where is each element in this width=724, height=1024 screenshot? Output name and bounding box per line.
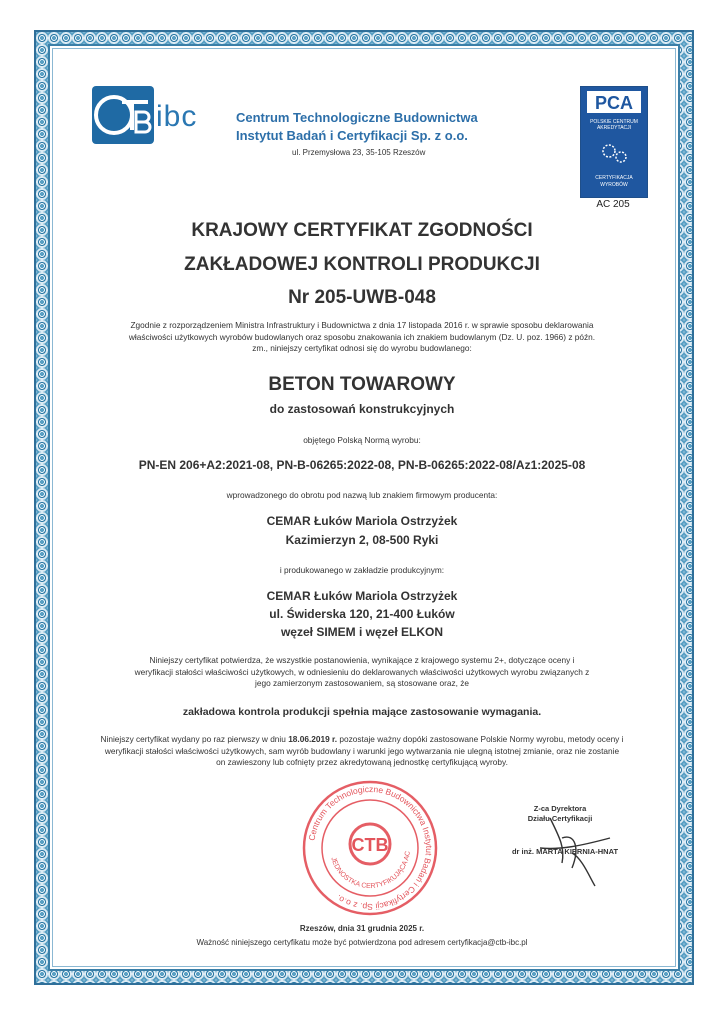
svg-text:AKREDYTACJI: AKREDYTACJI xyxy=(596,125,632,131)
plant-address: ul. Świderska 120, 21-400 Łuków xyxy=(269,607,455,621)
svg-text:POLSKIE CENTRUM: POLSKIE CENTRUM xyxy=(590,119,638,125)
stamp-ring-text: Centrum Technologiczne Budownictwa Instytut Badań i Certyfikacji Sp. z o.o. xyxy=(306,783,435,913)
stamp-logo: CTB xyxy=(351,835,389,855)
svg-text:PCA: PCA xyxy=(594,93,634,113)
issuer-name-line2: Instytut Badań i Certyfikacji Sp. z o.o. xyxy=(236,128,468,143)
issue-place-date: Rzeszów, dnia 31 grudnia 2025 r. xyxy=(299,924,425,933)
validity-text-post: pozostaje ważny dopóki zastosowane Polskie Normy wyrobu, metody oceny i weryfikacji stałości właściwości użytkowych, sam wyrób budowlany i warunki jego wytwarzania nie ulegną istotnej zmianie, oraz nie zostanie on zawieszony lub cofnięty przez akredytowaną jednostkę certyfikującą wyroby. xyxy=(104,734,624,767)
norm-label: objętego Polską Normą wyrobu: xyxy=(303,435,421,445)
producer-block xyxy=(60,512,664,550)
first-issue-date: 18.06.2019 r. xyxy=(288,734,338,744)
certificate-number: Nr 205-UWB-048 xyxy=(288,287,436,308)
official-stamp xyxy=(300,778,440,918)
signatory-title-line2: Działu Certyfikacji xyxy=(527,814,593,823)
product-use: do zastosowań konstrukcyjnych xyxy=(269,402,455,416)
accreditation-number: AC 205 xyxy=(596,199,630,210)
validity-text-pre: Niniejszy certyfikat wydany po raz pierwszy w dniu xyxy=(100,734,289,744)
certificate-title-line2: ZAKŁADOWEJ KONTROLI PRODUKCJI xyxy=(184,254,540,275)
plant-units: węzeł SIMEM i węzeł ELKON xyxy=(280,625,444,639)
plant-label: i produkowanego w zakładzie produkcyjnym: xyxy=(279,565,445,575)
logo-suffix: ibc xyxy=(156,100,198,133)
pca-accreditation-logo xyxy=(580,86,648,198)
issuer-name-line1: Centrum Technologiczne Budownictwa xyxy=(236,110,478,125)
stamp-inner-text: JEDNOSTKA CERTYFIKUJĄCA AC xyxy=(329,850,412,891)
product-norms: PN-EN 206+A2:2021-08, PN-B-06265:2022-08, PN-B-06265:2022-08/Az1:2025-08 xyxy=(138,458,586,472)
plant-block xyxy=(60,587,664,641)
plant-name: CEMAR Łuków Mariola Ostrzyżek xyxy=(266,589,458,603)
svg-text:WYROBÓW: WYROBÓW xyxy=(600,182,628,188)
conformity-statement: zakładowa kontrola produkcji spełnia mające zastosowanie wymagania. xyxy=(182,706,542,718)
producer-address: Kazimierzyn 2, 08-500 Ryki xyxy=(285,533,439,547)
confirmation-text: Niniejszy certyfikat potwierdza, że wszystkie postanowienia, wynikające z krajowego systemu 2+, dotyczące oceny i weryfikacji stałości właściwości użytkowych, w odniesieniu do deklarowanych właściwości użytkowych wyrobu związanych z jego zamierzonym zastosowaniem, są stosowane oraz, że xyxy=(134,655,590,688)
validity-text xyxy=(100,734,624,769)
product-name: BETON TOWAROWY xyxy=(268,374,456,395)
producer-label: wprowadzonego do obrotu pod nazwą lub znakiem firmowym producenta: xyxy=(226,490,498,500)
verification-note: Ważność niniejszego certyfikatu może być potwierdzona pod adresem certyfikacja@ctb-ibc.pl xyxy=(196,938,528,947)
svg-text:CERTYFIKACJA: CERTYFIKACJA xyxy=(595,175,633,181)
issuer-address: ul. Przemysłowa 23, 35-105 Rzeszów xyxy=(292,148,426,157)
signatory-name: dr inż. MARTA KIERNIA-HNAT xyxy=(511,847,619,856)
signatory-title-line1: Z-ca Dyrektora xyxy=(533,804,587,813)
legal-basis-text: Zgodnie z rozporządzeniem Ministra Infrastruktury i Budownictwa z dnia 17 listopada 2016 r. w sprawie sposobu deklarowania właściwości użytkowych wyrobów budowlanych oraz sposobu znakowania ich znakiem budowlanym (Dz. U. poz. 1966) z późn. zm., niniejszy certyfikat odnosi się do wyrobu budowlanego: xyxy=(128,320,596,353)
certificate-title-line1: KRAJOWY CERTYFIKAT ZGODNOŚCI xyxy=(191,220,533,241)
producer-name: CEMAR Łuków Mariola Ostrzyżek xyxy=(266,514,458,528)
